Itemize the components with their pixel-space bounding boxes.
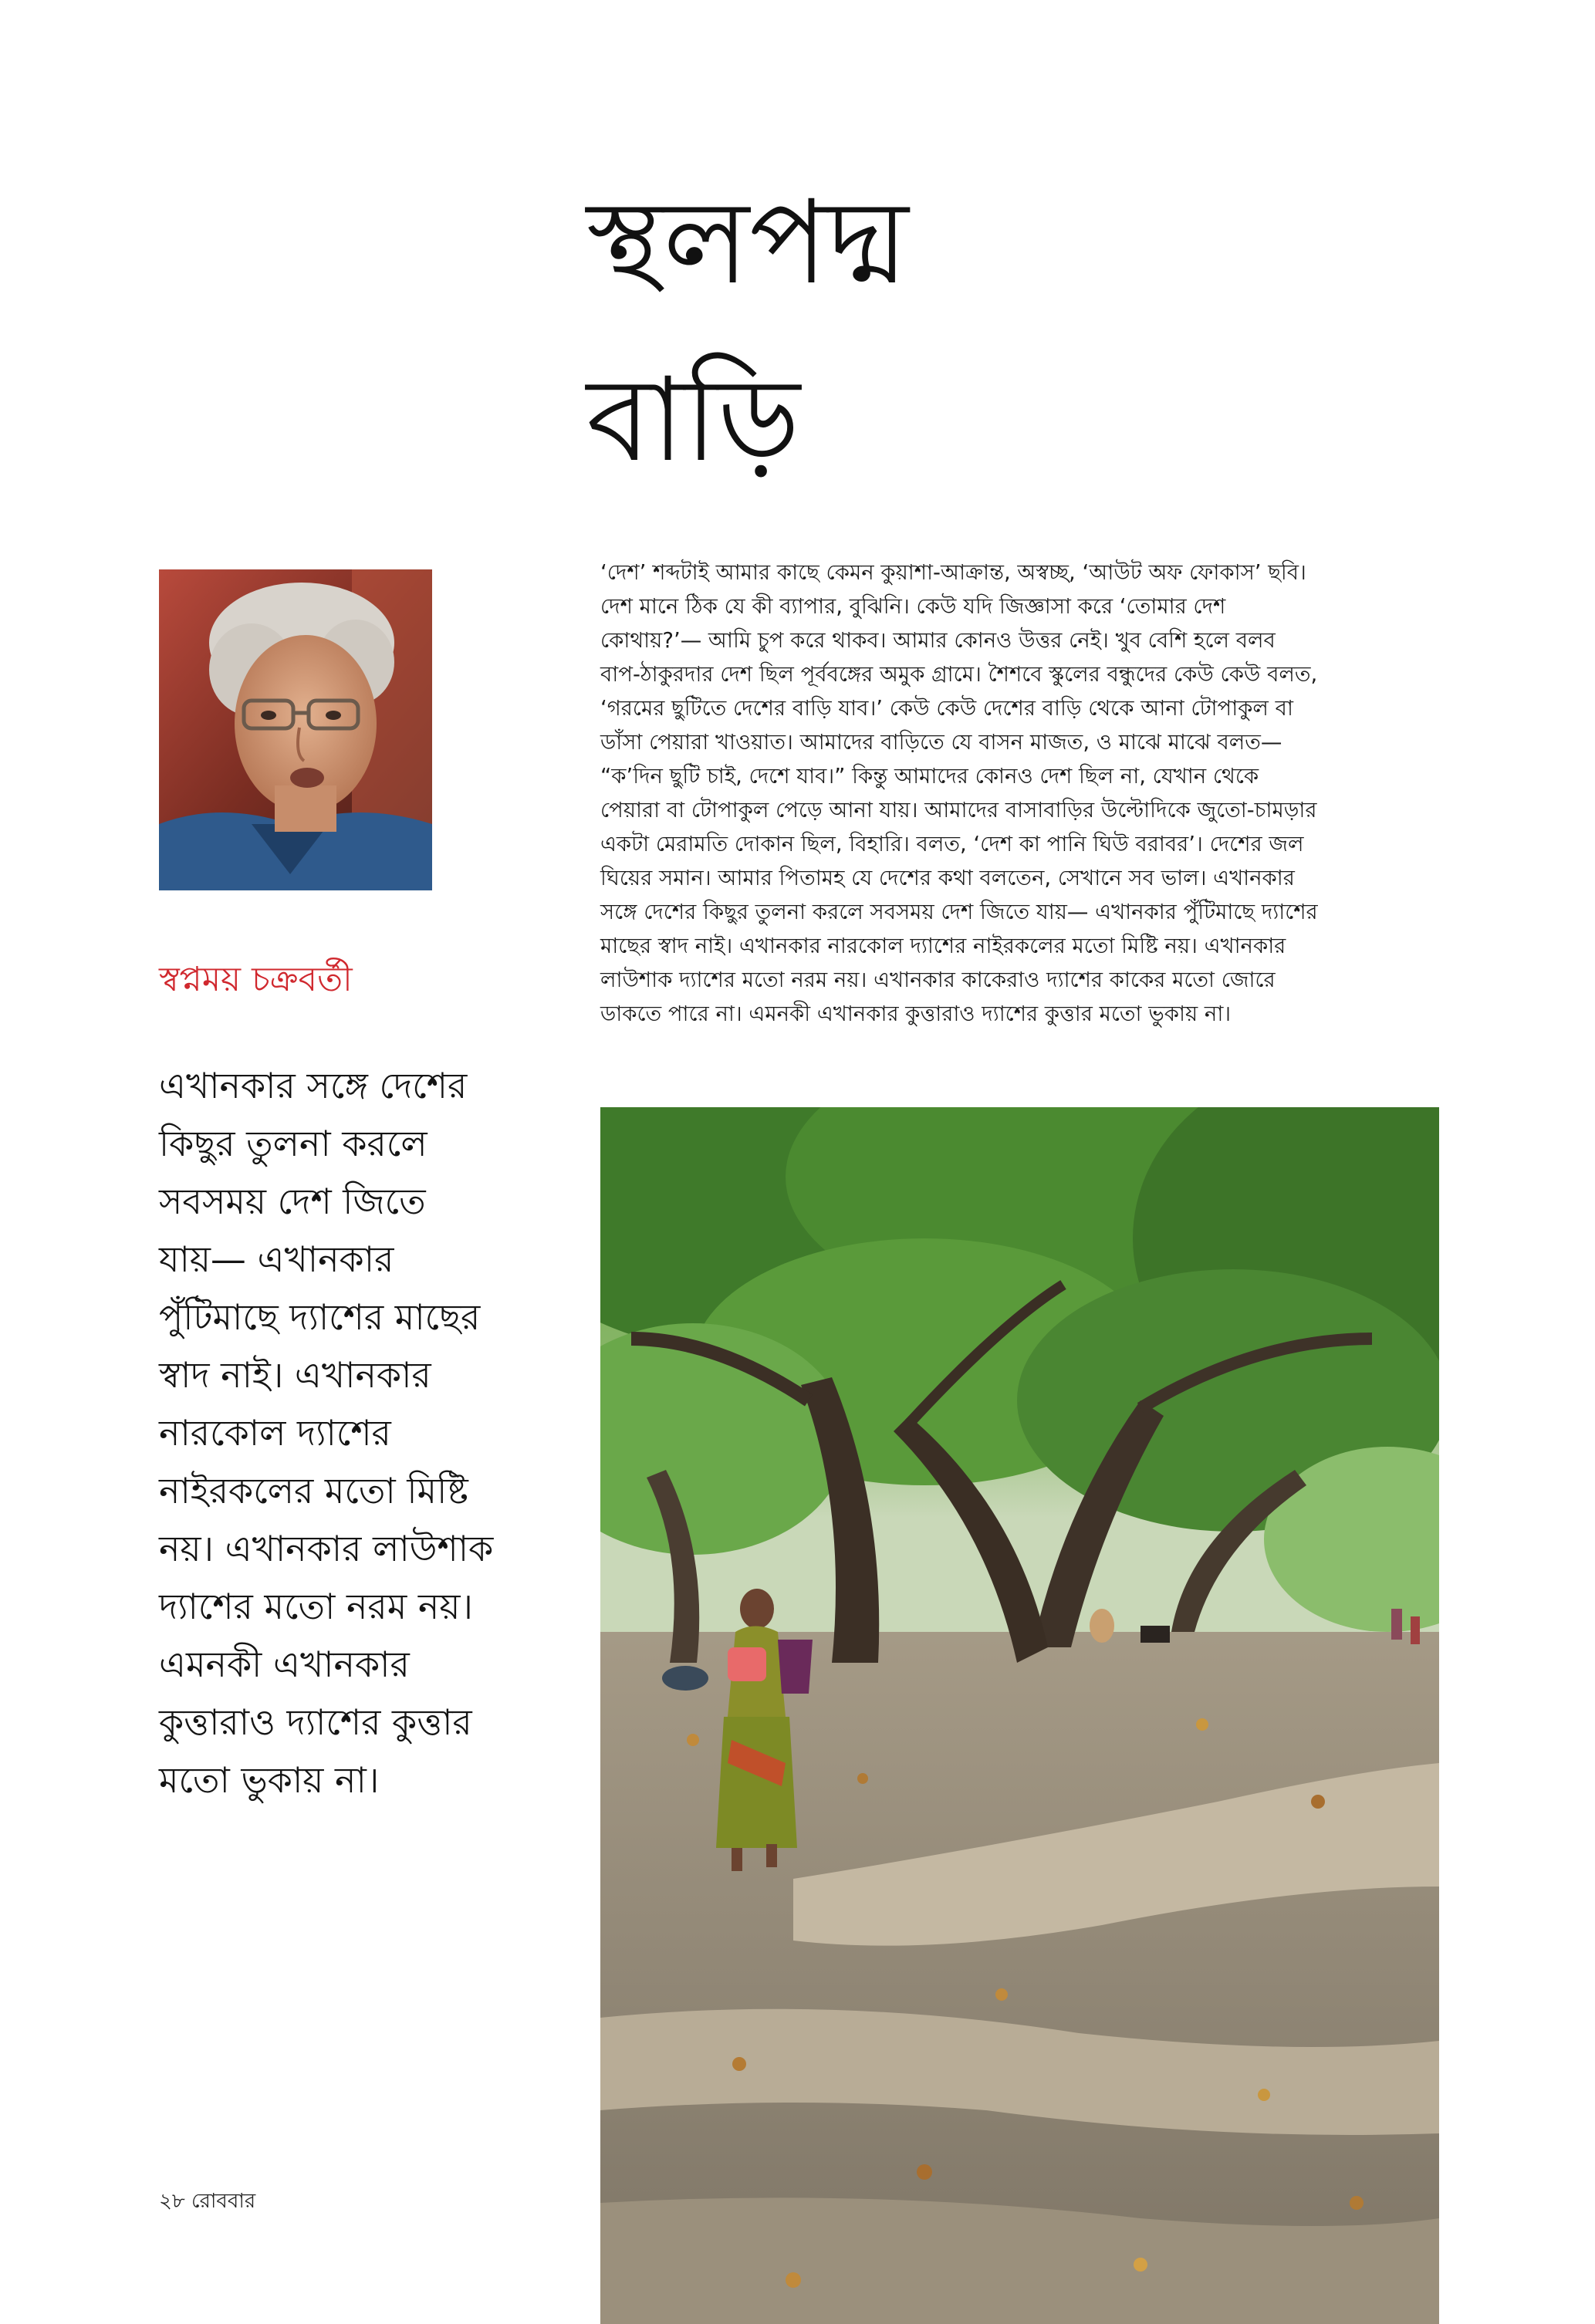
pull-quote-line: মতো ভুকায় না।	[159, 1759, 380, 1801]
pull-quote-line: পুঁটিমাছে দ্যাশের মাছের	[159, 1296, 481, 1338]
body-line: ডাকতে পারে না। এমনকী এখানকার কুত্তারাও দ্যাশের কুত্তার মতো ভুকায় না।	[600, 1002, 1232, 1026]
pull-quote-line: এখানকার সঙ্গে দেশের	[159, 1065, 468, 1106]
pull-quote-line: নারকোল দ্যাশের	[159, 1412, 391, 1454]
pull-quote-line: দ্যাশের মতো নরম নয়।	[159, 1586, 473, 1627]
body-line: ঘিয়ের সমান। আমার পিতামহ যে দেশের কথা বলতেন, সেখানে সব ভাল। এখানকার	[600, 866, 1295, 890]
body-line: ডাঁসা পেয়ারা খাওয়াত। আমাদের বাড়িতে যে বাসন মাজত, ও মাঝে মাঝে বলত—	[600, 730, 1282, 755]
article-title-line-1: স্থলপদ্ম	[586, 176, 909, 310]
body-line: একটা মেরামতি দোকান ছিল, বিহারি। বলত, ‘দেশ কা পানি ঘিউ বরাবর’। দেশের জল	[600, 832, 1304, 856]
body-line: বাপ-ঠাকুরদার দেশ ছিল পূর্ববঙ্গের অমুক গ্রামে। শৈশবে স্কুলের বন্ধুদের কেউ কেউ বলত,	[600, 662, 1318, 687]
author-name: স্বপ্নময় চক্রবর্তী	[159, 960, 353, 999]
mango-grove-photo	[600, 1107, 1439, 2324]
pull-quote-line: কুত্তারাও দ্যাশের কুত্তার	[159, 1701, 472, 1743]
pull-quote	[159, 1057, 576, 1809]
article-title-line-2: বাড়ি	[586, 353, 800, 488]
body-line: দেশ মানে ঠিক যে কী ব্যাপার, বুঝিনি। কেউ যদি জিজ্ঞাসা করে ‘তোমার দেশ	[600, 594, 1226, 619]
pull-quote-line: স্বাদ নাই। এখানকার	[159, 1354, 431, 1396]
pull-quote-line: কিছুর তুলনা করলে	[159, 1123, 427, 1164]
body-line: লাউশাক দ্যাশের মতো নরম নয়। এখানকার কাকেরাও দ্যাশের কাকের মতো জোরে	[600, 968, 1276, 992]
body-line: ‘গরমের ছুটিতে দেশের বাড়ি যাব।’ কেউ কেউ দেশের বাড়ি থেকে আনা টোপাকুল বা	[600, 696, 1293, 721]
page-folio: ২৮ রোববার	[159, 2190, 256, 2213]
article-title	[586, 154, 1127, 509]
author-portrait-image	[159, 569, 432, 890]
pull-quote-line: সবসময় দেশ জিতে	[159, 1181, 426, 1222]
body-line: ‘দেশ’ শব্দটাই আমার কাছে কেমন কুয়াশা-আক্রান্ত, অস্বচ্ছ, ‘আউট অফ ফোকাস’ ছবি।	[600, 560, 1306, 585]
pull-quote-line: নয়। এখানকার লাউশাক	[159, 1528, 494, 1569]
pull-quote-line: নাইরকলের মতো মিষ্টি	[159, 1470, 468, 1512]
pull-quote-line: এমনকী এখানকার	[159, 1643, 410, 1685]
pull-quote-line: যায়— এখানকার	[159, 1238, 394, 1280]
body-line: পেয়ারা বা টোপাকুল পেড়ে আনা যায়। আমাদের বাসাবাড়ির উল্টোদিকে জুতো-চামড়ার	[600, 798, 1317, 823]
article-body	[600, 556, 1441, 1031]
body-line: মাছের স্বাদ নাই। এখানকার নারকোল দ্যাশের নাইরকলের মতো মিষ্টি নয়। এখানকার	[600, 934, 1286, 958]
body-line: কোথায়?’— আমি চুপ করে থাকব। আমার কোনও উত্তর নেই। খুব বেশি হলে বলব	[600, 628, 1276, 653]
body-line: “ক’দিন ছুটি চাই, দেশে যাব।” কিন্তু আমাদের কোনও দেশ ছিল না, যেখান থেকে	[600, 764, 1259, 789]
body-line: সঙ্গে দেশের কিছুর তুলনা করলে সবসময় দেশ জিতে যায়— এখানকার পুঁটিমাছে দ্যাশের	[600, 900, 1318, 924]
